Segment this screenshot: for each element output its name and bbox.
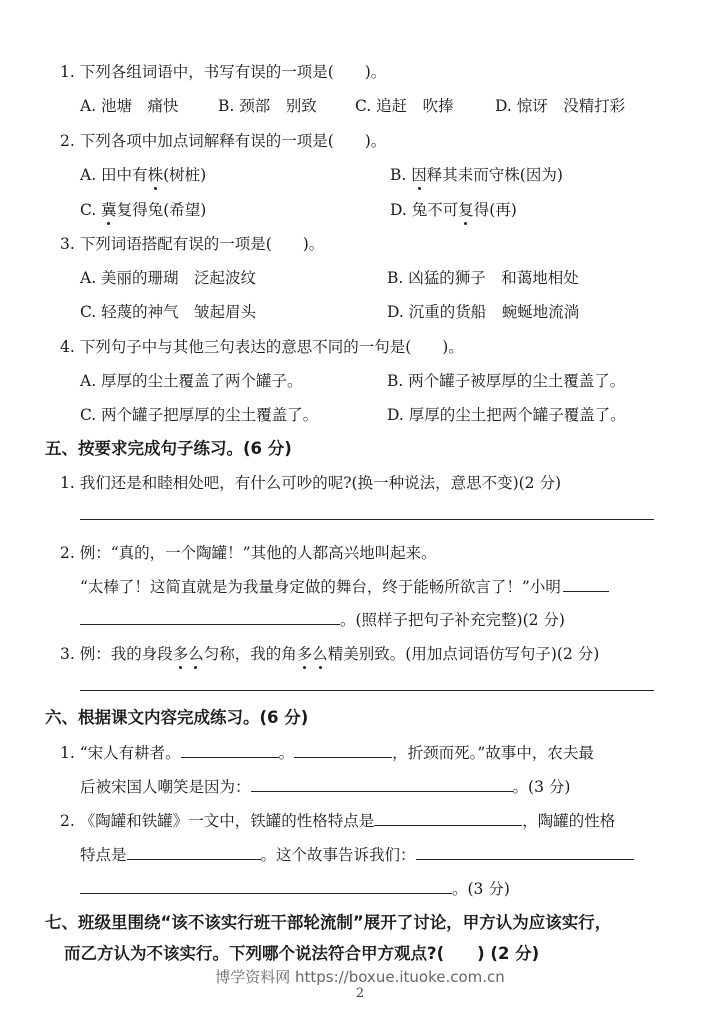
q3-option-b: B. 凶猛的狮子 和蔼地相处 (387, 269, 579, 287)
s6-q2-line3 (80, 879, 510, 899)
s6-q2-blank-4[interactable] (80, 879, 452, 894)
q2-option-c (80, 200, 206, 220)
s5-q1-answer-line[interactable] (80, 519, 654, 520)
s5-q3-dotted-4: 么 (312, 645, 328, 663)
s6-q1-score: 。(3 分) (512, 778, 571, 796)
s5-q2-example: 2. 例：“真的，一个陶罐！”其他的人都高兴地叫起来。 (60, 544, 437, 562)
s6-q2-text-3: 特点是 (80, 846, 127, 864)
q2-stem: 2. 下列各项中加点词解释有误的一项是( )。 (60, 132, 387, 150)
s6-q2-text-2: ，陶罐的性格 (522, 812, 616, 830)
q1-stem: 1. 下列各组词语中，书写有误的一项是( )。 (60, 63, 387, 81)
s5-q2-blank-2[interactable] (80, 610, 340, 625)
q2-c-text: C. (80, 201, 102, 219)
q3-option-d: D. 沉重的货船 蜿蜒地流淌 (387, 303, 580, 321)
q4-option-a: A. 厚厚的尘土覆盖了两个罐子。 (80, 372, 303, 390)
s6-q2-line1 (60, 811, 615, 831)
s5-q3-dotted-2: 么 (188, 645, 204, 663)
watermark-footer: 博学资料网 https://boxue.ituoke.com.cn (215, 968, 505, 986)
q2-c-gloss: 复得兔(希望) (116, 201, 207, 219)
s6-q1-text-4: 后被宋国人嘲笑是因为： (80, 778, 251, 796)
s5-q2-prompt-text: “太棒了！这简直就是为我量身定做的舞台，终于能畅所欲言了！”小明 (80, 578, 561, 596)
s6-q2-text-1: 2. 《陶罐和铁罐》一文中，铁罐的性格特点是 (60, 812, 375, 830)
q3-option-a: A. 美丽的珊瑚 泛起波纹 (80, 269, 257, 287)
section-7-title-line2: 而乙方认为不该实行。下列哪个说法符合甲方观点?( ) (2 分) (64, 944, 540, 963)
q1-option-a: A. 池塘 痛快 (80, 97, 179, 115)
s5-q3-dotted-1: 多 (172, 645, 189, 663)
s5-q3-text-3: 精美别致。(用加点词语仿写句子)(2 分) (327, 645, 600, 663)
s6-q1-blank-3[interactable] (251, 777, 513, 792)
q3-stem: 3. 下列词语搭配有误的一项是( )。 (60, 235, 325, 253)
q3-option-c: C. 轻蔑的神气 皱起眉头 (80, 303, 257, 321)
q2-b-dotted: 因 (411, 166, 427, 184)
s6-q2-line2 (80, 845, 634, 865)
q1-option-b: B. 颈部 别致 (218, 97, 317, 115)
q2-d-dotted: 复 (458, 201, 474, 219)
s5-q2-blank-1[interactable] (563, 577, 609, 592)
q2-a-gloss: (树桩) (163, 166, 207, 184)
s6-q1-text-2: 。 (278, 744, 295, 762)
s5-q1: 1. 我们还是和睦相处吧，有什么可吵的呢?(换一种说法，意思不变)(2 分) (60, 474, 562, 492)
q2-b-gloss: 释其耒而守株(因为) (426, 166, 563, 184)
s6-q2-text-4: 。这个故事告诉我们： (260, 846, 416, 864)
s6-q2-blank-3[interactable] (416, 845, 634, 860)
s5-q3-text-1: 3. 例：我的身段 (60, 645, 173, 663)
q4-option-c: C. 两个罐子把厚厚的尘土覆盖了。 (80, 406, 319, 424)
s5-q2-prompt (80, 577, 609, 597)
s6-q1-line1 (60, 743, 594, 763)
q2-c-dotted: 冀 (101, 201, 117, 219)
section-7-title-line1: 七、班级里围绕“该不该实行班干部轮流制”展开了讨论，甲方认为应该实行， (45, 913, 612, 932)
q2-b-text: B. (390, 166, 412, 184)
q2-d-gloss: 得(再) (473, 201, 517, 219)
section-6-title: 六、根据课文内容完成练习。(6 分) (45, 708, 309, 727)
s5-q2-continuation (80, 610, 565, 630)
s6-q1-blank-2[interactable] (294, 743, 392, 758)
q4-option-b: B. 两个罐子被厚厚的尘土覆盖了。 (387, 372, 626, 390)
s6-q1-text-1: 1. “宋人有耕者。 (60, 744, 181, 762)
q4-option-d: D. 厚厚的尘土把两个罐子覆盖了。 (387, 406, 626, 424)
q4-stem: 4. 下列句子中与其他三句表达的意思不同的一句是( )。 (60, 338, 464, 356)
s5-q3-dotted-3: 多 (296, 645, 313, 663)
s6-q2-blank-2[interactable] (127, 845, 261, 860)
s6-q1-blank-1[interactable] (181, 743, 279, 758)
s5-q3-answer-line[interactable] (80, 690, 654, 691)
q1-option-c: C. 追赶 吹捧 (355, 97, 454, 115)
s5-q3-text-2: 匀称，我的角 (203, 645, 297, 663)
s6-q2-score: 。(3 分) (452, 880, 510, 898)
q2-a-dotted: 株 (147, 166, 164, 184)
s5-q3 (60, 644, 599, 664)
q2-option-b (390, 165, 563, 185)
q2-option-a (80, 165, 206, 185)
q2-option-d (390, 200, 517, 220)
s6-q1-line2 (80, 777, 570, 797)
q2-a-text: A. 田中有 (80, 166, 148, 184)
s6-q1-text-3: ，折颈而死。”故事中，农夫最 (392, 744, 594, 762)
s6-q2-blank-1[interactable] (374, 811, 522, 826)
page-number: 2 (355, 986, 365, 1001)
section-5-title: 五、按要求完成句子练习。(6 分) (45, 439, 292, 458)
q2-d-text: D. 兔不可 (390, 201, 459, 219)
q1-option-d: D. 惊讶 没精打彩 (495, 97, 626, 115)
s5-q2-instruction: 。(照样子把句子补充完整)(2 分) (340, 611, 565, 629)
